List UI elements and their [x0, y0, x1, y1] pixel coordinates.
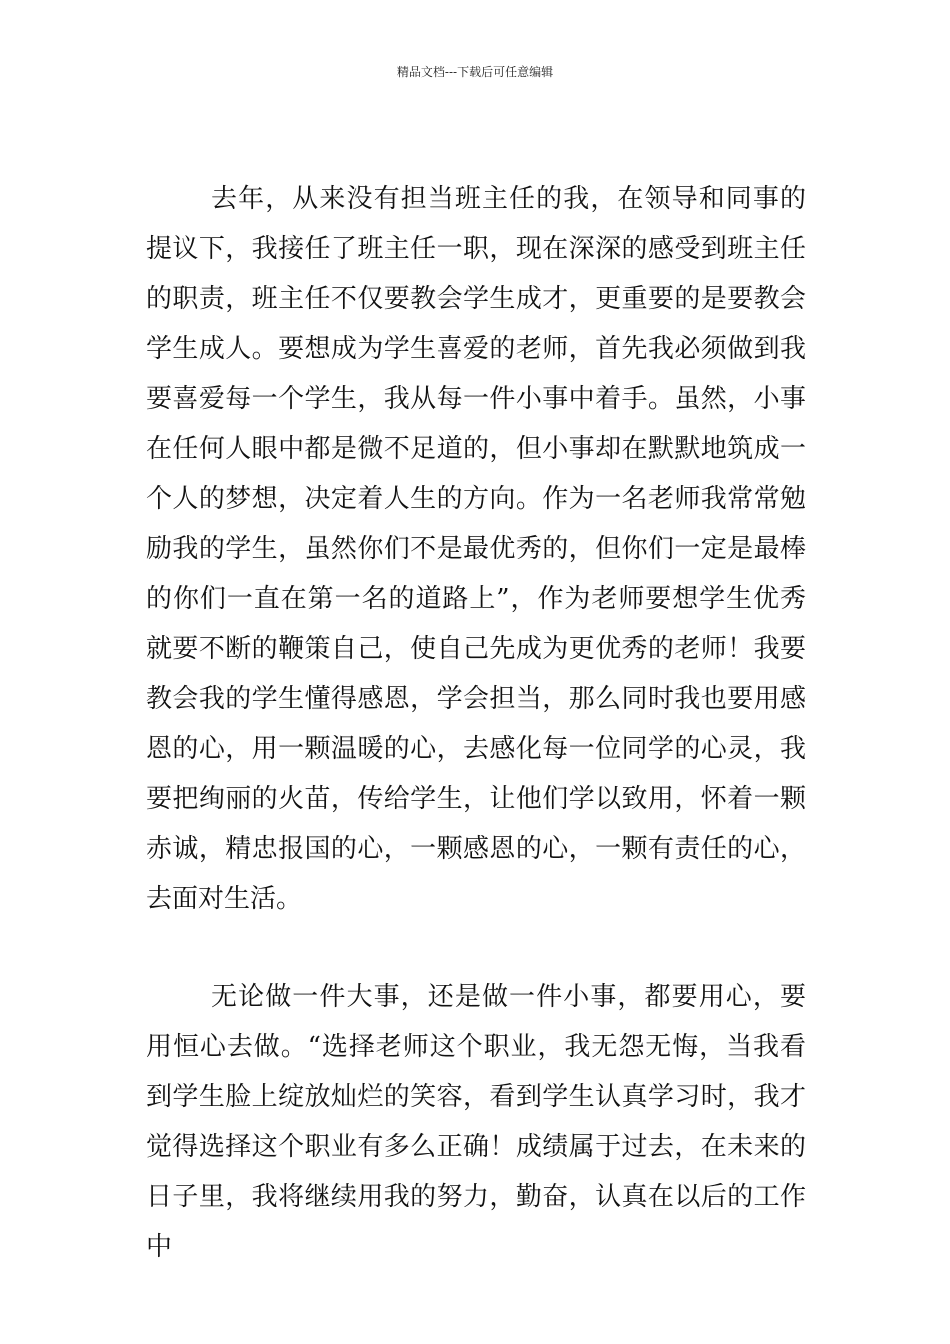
page-header: 精品文档---下载后可任意编辑 — [396, 65, 554, 79]
paragraph-2: 无论做一件大事，还是做一件小事，都要用心，要用恒心去做。“选择老师这个职业，我无怨无悔，当我看到学生脸上绽放灿烂的笑容，看到学生认真学习时，我才觉得选择这个职业有多么正确！成绩属于过去，在未来的日子里，我将继续用我的努力，勤奋，认真在以后的工作中 — [146, 982, 806, 1262]
paragraph-1: 去年，从来没有担当班主任的我，在领导和同事的提议下，我接任了班主任一职，现在深深的感受到班主任的职责，班主任不仅要教会学生成才，更重要的是要教会学生成人。要想成为学生喜爱的老师，首先我必须做到我要喜爱每一个学生，我从每一件小事中着手。虽然，小事在任何人眼中都是微不足道的，但小事却在默默地筑成一个人的梦想，决定着人生的方向。作为一名老师我常常勉励我的学生，虽然你们不是最优秀的，但你们一定是最棒的你们一直在第一名的道路上”，作为老师要想学生优秀就要不断的鞭策自己，使自己先成为更优秀的老师！我要教会我的学生懂得感恩，学会担当，那么同时我也要用感恩的心，用一颗温暖的心，去感化每一位同学的心灵，我要把绚丽的火苗，传给学生，让他们学以致用，怀着一颗赤诚，精忠报国的心，一颗感恩的心，一颗有责任的心，去面对生活。 — [146, 184, 806, 914]
